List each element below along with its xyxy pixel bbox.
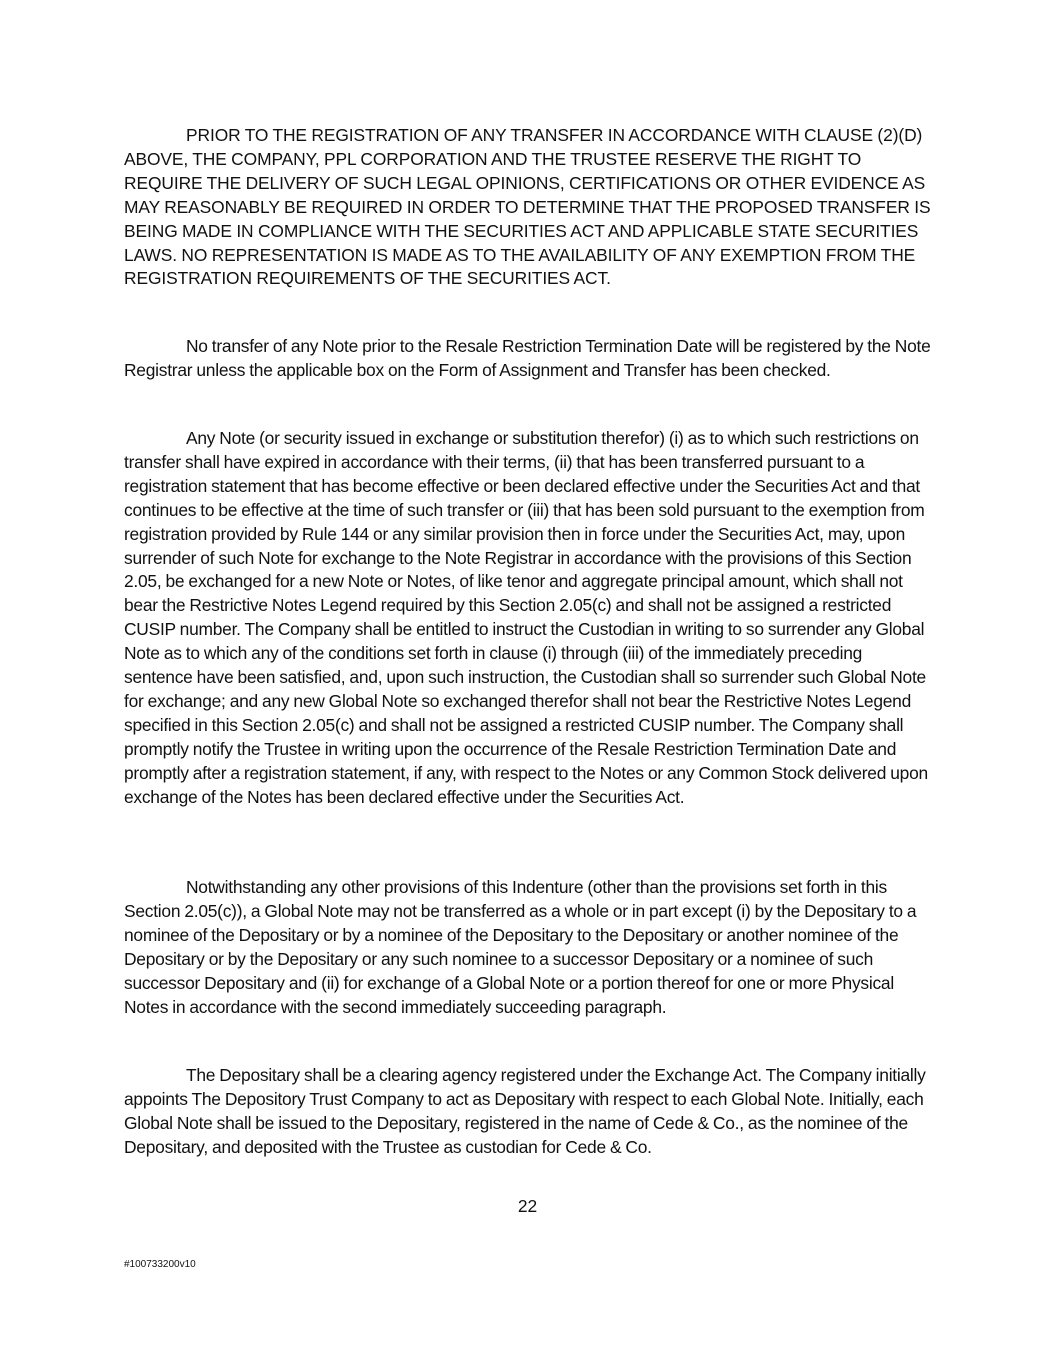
transfer-registration-paragraph	[124, 335, 932, 383]
restrictive-legend-paragraph	[124, 124, 932, 291]
document-id: #100733200v10	[124, 1259, 196, 1270]
paragraph-text: No transfer of any Note prior to the Resale Restriction Termination Date will be registered by the Note Registrar unless the applicable box on the Form of Assignment and Transfer has been checked.	[124, 336, 931, 380]
paragraph-text: The Depositary shall be a clearing agency registered under the Exchange Act. The Company initially appoints The Depository Trust Company to act as Depositary with respect to each Global Note. Initially, each Global Note shall be issued to the Depositary, registered in the name of Cede & Co., as the nominee of the Depositary, and deposited with the Trustee as custodian for Cede & Co.	[124, 1065, 926, 1157]
paragraph-text: Notwithstanding any other provisions of this Indenture (other than the provisions set forth in this Section 2.05(c)), a Global Note may not be transferred as a whole or in part except (i) by the Depositary to a nominee of the Depositary or by a nominee of the Depositary to the Depositary or another nominee of the Depositary or by the Depositary or any such nominee to a successor Depositary or a nominee of such successor Depositary and (ii) for exchange of a Global Note or a portion thereof for one or more Physical Notes in accordance with the second immediately succeeding paragraph.	[124, 877, 917, 1017]
legend-removal-paragraph	[124, 427, 932, 810]
paragraph-text: Any Note (or security issued in exchange or substitution therefor) (i) as to which such restrictions on transfer shall have expired in accordance with their terms, (ii) that has been transferred pursuant to a registration statement that has become effective or been declared effective under the Securities Act and that continues to be effective at the time of such transfer or (iii) that has been sold pursuant to the exemption from registration provided by Rule 144 or any similar provision then in force under the Securities Act, may, upon surrender of such Note for exchange to the Note Registrar in accordance with the provisions of this Section 2.05, be exchanged for a new Note or Notes, of like tenor and aggregate principal amount, which shall not bear the Restrictive Notes Legend required by this Section 2.05(c) and shall not be assigned a restricted CUSIP number. The Company shall be entitled to instruct the Custodian in writing to so surrender any Global Note as to which any of the conditions set forth in clause (i) through (iii) of the immediately preceding sentence have been satisfied, and, upon such instruction, the Custodian shall so surrender such Global Note for exchange; and any new Global Note so exchanged therefor shall not bear the Restrictive Notes Legend specified in this Section 2.05(c) and shall not be assigned a restricted CUSIP number. The Company shall promptly notify the Trustee in writing upon the occurrence of the Resale Restriction Termination Date and promptly after a registration statement, if any, with respect to the Notes or any Common Stock delivered upon exchange of the Notes has been declared effective under the Securities Act.	[124, 428, 928, 807]
depositary-paragraph	[124, 1064, 932, 1160]
page-number: 22	[517, 1196, 538, 1216]
global-note-transfer-paragraph	[124, 876, 932, 1019]
paragraph-text: PRIOR TO THE REGISTRATION OF ANY TRANSFER IN ACCORDANCE WITH CLAUSE (2)(D) ABOVE, THE COMPANY, PPL CORPORATION AND THE TRUSTEE RESERVE THE RIGHT TO REQUIRE THE DELIVERY OF SUCH LEGAL OPINIONS, CERTIFICATIONS OR OTHER EVIDENCE AS MAY REASONABLY BE REQUIRED IN ORDER TO DETERMINE THAT THE PROPOSED TRANSFER IS BEING MADE IN COMPLIANCE WITH THE SECURITIES ACT AND APPLICABLE STATE SECURITIES LAWS. NO REPRESENTATION IS MADE AS TO THE AVAILABILITY OF ANY EXEMPTION FROM THE REGISTRATION REQUIREMENTS OF THE SECURITIES ACT.	[124, 125, 931, 289]
